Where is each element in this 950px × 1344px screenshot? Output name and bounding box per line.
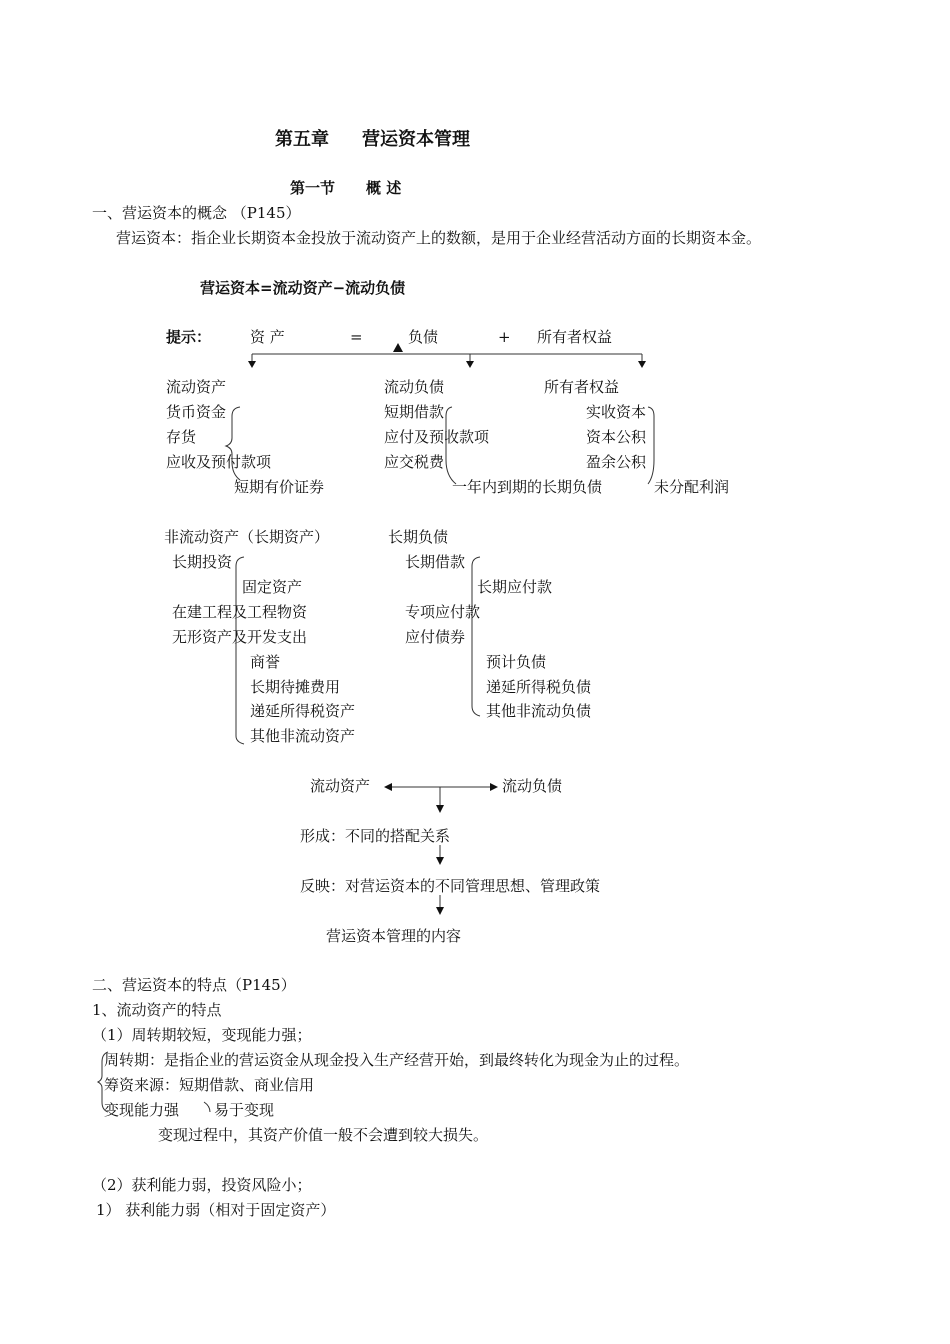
paragraph: 1） 获利能力弱（相对于固定资产） xyxy=(96,1201,336,1219)
equity-head: 所有者权益 xyxy=(544,378,620,396)
paragraph: 筹资来源：短期借款、商业信用 xyxy=(104,1076,315,1094)
chapter-title: 营运资本管理 xyxy=(362,129,470,150)
arrow-down-icon xyxy=(436,907,444,915)
list-item: 资本公积 xyxy=(586,428,647,446)
hint-label: 提示： xyxy=(166,328,212,346)
equals-sign: = xyxy=(350,328,363,346)
list-item: 预计负债 xyxy=(486,653,547,671)
list-item: 存货 xyxy=(166,428,197,446)
arrow-down-icon xyxy=(466,361,474,368)
list-item: 无形资产及开发支出 xyxy=(172,628,308,646)
list-item: 盈余公积 xyxy=(586,453,647,471)
list-item: 固定资产 xyxy=(242,578,303,596)
list-item: 长期借款 xyxy=(405,553,466,571)
paragraph: 变现过程中，其资产价值一般不会遭到较大损失。 xyxy=(158,1126,489,1144)
list-item: 实收资本 xyxy=(586,403,647,421)
list-item: 专项应付款 xyxy=(405,603,481,621)
heading-concept: 一、营运资本的概念 （P145） xyxy=(92,204,301,222)
arrow-left-icon xyxy=(384,783,392,791)
paragraph: （1）周转期较短，变现能力强； xyxy=(92,1026,312,1044)
flow-step-form: 形成：不同的搭配关系 xyxy=(300,827,451,845)
flow-step-content: 营运资本管理的内容 xyxy=(326,927,462,945)
arrow-down-icon xyxy=(248,361,256,368)
list-item: 未分配利润 xyxy=(654,478,730,496)
noncurrent-assets-head: 非流动资产（长期资产） xyxy=(164,528,330,546)
list-item: 其他非流动负债 xyxy=(486,702,592,720)
list-item: 商誉 xyxy=(250,653,281,671)
formula: 营运资本=流动资产−流动负债 xyxy=(200,279,406,297)
paragraph: 易于变现 xyxy=(214,1101,275,1119)
list-item: 长期待摊费用 xyxy=(250,678,341,696)
longterm-liabs-head: 长期负债 xyxy=(388,528,449,546)
list-item: 长期应付款 xyxy=(477,578,553,596)
paragraph: （2）获利能力弱，投资风险小； xyxy=(92,1176,312,1194)
chapter-number: 第五章 xyxy=(275,129,329,150)
paragraph: 周转期：是指企业的营运资金从现金投入生产经营开始，到最终转化为现金为止的过程。 xyxy=(104,1051,690,1069)
plus-sign: + xyxy=(498,328,511,346)
flow-left: 流动资产 xyxy=(310,777,371,795)
arrow-down-icon xyxy=(436,805,444,813)
paragraph: 变现能力强 xyxy=(104,1101,180,1119)
list-item: 一年内到期的长期负债 xyxy=(452,478,603,496)
arrow-down-icon xyxy=(638,361,646,368)
heading-features: 二、营运资本的特点（P145） xyxy=(92,976,296,994)
flow-step-reflect: 反映：对营运资本的不同管理思想、管理政策 xyxy=(300,877,601,895)
list-item: 应收及预付款项 xyxy=(166,453,272,471)
list-item: 在建工程及工程物资 xyxy=(172,603,308,621)
asset-label: 资 产 xyxy=(250,328,285,346)
list-item: 其他非流动资产 xyxy=(250,727,356,745)
list-item: 短期借款 xyxy=(384,403,445,421)
definition: 营运资本：指企业长期资本金投放于流动资产上的数额，是用于企业经营活动方面的长期资本金。 xyxy=(116,229,762,247)
subheading-current-assets: 1、流动资产的特点 xyxy=(92,1001,222,1019)
list-item: 递延所得税资产 xyxy=(250,702,356,720)
section-title: 概 述 xyxy=(366,179,402,197)
brace-equity xyxy=(648,407,654,484)
current-liabs-head: 流动负债 xyxy=(384,378,445,396)
list-item: 应交税费 xyxy=(384,453,445,471)
list-item: 应付债券 xyxy=(405,628,466,646)
list-item: 应付及预收款项 xyxy=(384,428,490,446)
arrow-up-icon xyxy=(393,343,403,352)
current-assets-head: 流动资产 xyxy=(166,378,227,396)
arrow-right-icon xyxy=(490,783,498,791)
list-item: 递延所得税负债 xyxy=(486,678,592,696)
equity-label: 所有者权益 xyxy=(537,328,613,346)
arrow-down-icon xyxy=(436,857,444,865)
list-item: 长期投资 xyxy=(172,553,233,571)
list-item: 货币资金 xyxy=(166,403,227,421)
list-item: 短期有价证券 xyxy=(234,478,325,496)
flow-right: 流动负债 xyxy=(502,777,563,795)
liability-label: 负债 xyxy=(408,328,439,346)
section-number: 第一节 xyxy=(290,179,336,197)
